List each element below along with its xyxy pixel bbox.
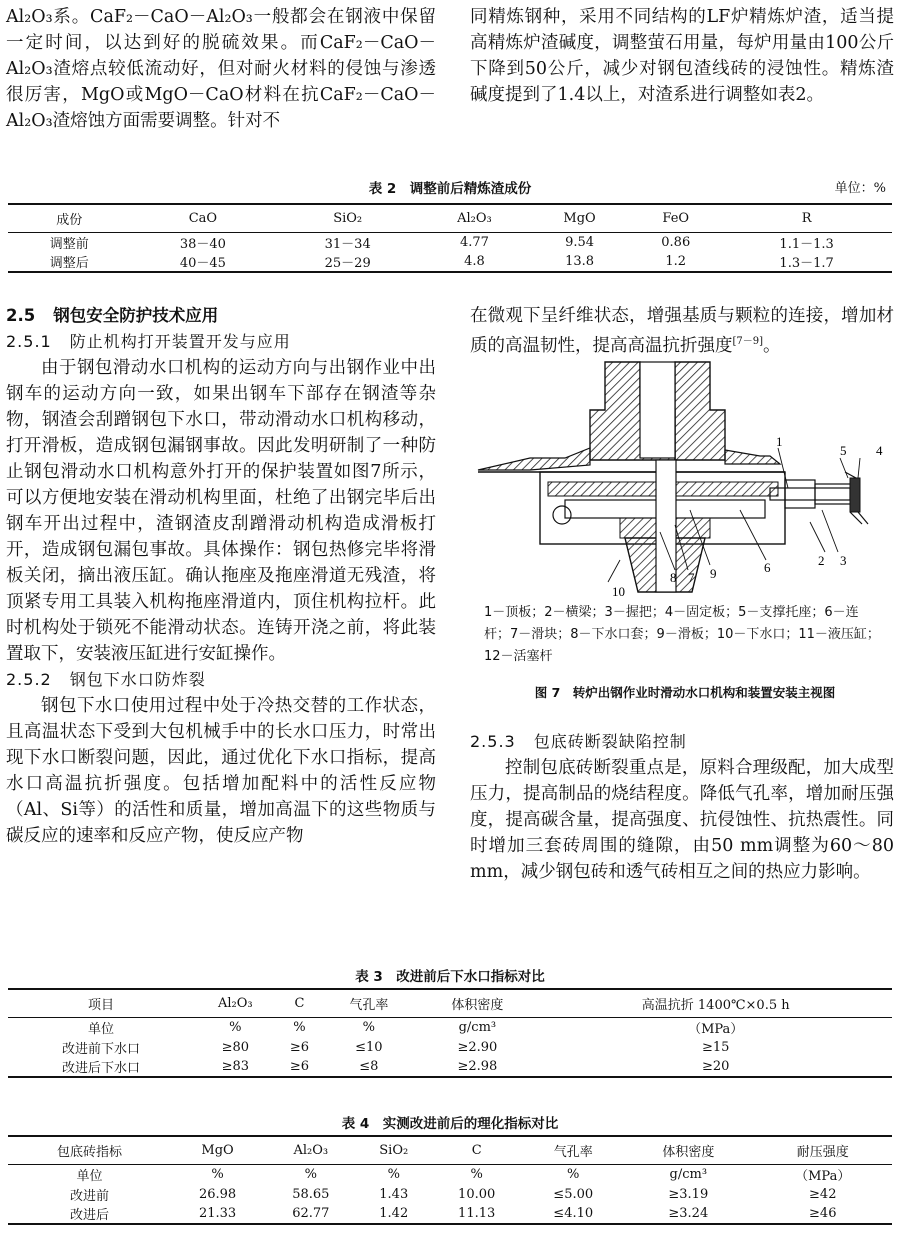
table-cell: 13.8 [529,252,630,272]
top-right-column [470,4,894,108]
table3-header: 气孔率 [322,989,415,1017]
table-cell: g/cm³ [669,1166,708,1182]
table-cell: g/cm³ [458,1019,497,1035]
table4-header: 包底砖指标 [8,1136,171,1164]
subsection-number: 2.5.2 [6,670,52,689]
callout-3: 3 [840,553,847,568]
table-row [8,1037,892,1057]
table-cell: % [293,1019,306,1035]
subsection-title: 防止机构打开装置开发与应用 [69,332,291,351]
subsection-heading [6,329,436,355]
table-row [8,1184,892,1204]
table4-caption: 表 4 实测改进前后的理化指标对比 [341,1116,559,1132]
table-cell: ≥3.24 [623,1204,753,1224]
table-row [8,1204,892,1224]
callout-1: 1 [776,434,783,449]
beam [785,480,815,508]
table-cell: % [567,1166,580,1182]
table2-header: R [721,204,892,232]
table-cell: ≤4.10 [523,1204,623,1224]
table-cell: （MPa） [688,1021,744,1037]
table3-header-row [8,989,892,1017]
table-cell: 调整后 [8,252,131,272]
body-paragraph [470,303,894,359]
table-cell: 38－40 [179,236,226,252]
right-column-bottom [470,729,894,885]
table-cell: 改进前下水口 [62,1041,141,1057]
body-paragraph: 控制包底砖断裂重点是，原料合理级配，加大成型压力，提高制品的烧结程度。降低气孔率，增加耐压强度，提高碳含量，提高强度、抗侵蚀性、抗热震性。同时增加三套砖周围的缝隙，由50 mm调整为60～80 mm，减少钢包砖和透气砖相互之间的热应力影响。 [470,758,894,882]
table-cell: ≤10 [355,1039,383,1055]
table-cell: ≥46 [754,1204,893,1224]
subsection-number: 2.5.3 [470,732,516,751]
table-cell: ≥6 [277,1057,323,1077]
table-row [8,1164,892,1184]
table4-header: 气孔率 [523,1136,623,1164]
subsection-title: 钢包下水口防炸裂 [69,670,206,689]
table-cell: 58.65 [292,1186,330,1202]
top-left-column [6,4,436,134]
table2-header: CaO [131,204,276,232]
table-cell: ≥42 [809,1186,837,1202]
figure7-legend: 1－顶板；2－横梁；3－握把；4－固定板；5－支撑托座；6－连杆；7－滑块；8－下水口套；9－滑板；10－下水口；11－液压缸；12－活塞杆 [484,605,880,664]
table4-header-row [8,1136,892,1164]
table-cell: % [229,1019,242,1035]
continued-text: 在微观下呈纤维状态，增强基质与颗粒的连接，增加材质的高温韧性，提高高温抗折强度 [470,306,894,356]
table-cell: 10.00 [458,1186,496,1202]
ladle-bottom-left [478,448,590,470]
section-number: 2.5 [6,306,36,325]
table2-header: SiO₂ [275,204,420,232]
table-cell: % [470,1166,483,1182]
subsection-title: 包底砖断裂缺陷控制 [533,732,687,751]
table-cell: 31－34 [324,236,371,252]
subsection-heading [470,729,894,755]
bolt-circle [553,506,571,524]
table-cell: ≥80 [221,1039,250,1055]
figure7-caption: 图 7 转炉出钢作业时滑动水口机构和装置安装主视图 [534,685,836,700]
table4-header: MgO [171,1136,264,1164]
table2-header: 成份 [8,204,131,232]
table-cell: 25－29 [275,252,420,272]
callout-6: 6 [764,560,771,575]
table3-header: 体积密度 [415,989,539,1017]
punctuation: 。 [763,335,781,356]
callout-9: 9 [710,566,717,581]
callout-8: 8 [670,570,677,585]
table2-header: FeO [630,204,721,232]
table2 [8,203,892,273]
body-paragraph: 钢包下水口使用过程中处于冷热交替的工作状态，且高温状态下受到大包机械手中的长水口压力，时常出现下水口断裂问题，因此，通过优化下水口指标，提高水口高温抗折强度。包括增加配料中的活性反应物（Al、Si等）的活性和质量，增加高温下的这些物质与碳反应的速率和反应产物，使反应产物 [6,696,436,846]
table-cell: % [387,1166,400,1182]
table-cell: 0.86 [661,234,691,250]
table-cell: ≥20 [539,1057,892,1077]
table-cell: 26.98 [198,1186,237,1202]
table4-header: SiO₂ [357,1136,430,1164]
callout-2: 2 [818,553,825,568]
citation: [7－9] [732,336,764,347]
table4-header: C [430,1136,523,1164]
table3-header: C [277,989,323,1017]
section-title: 钢包安全防护技术应用 [53,306,219,325]
table-cell: 改进后下水口 [8,1057,194,1077]
fixed-plate [850,478,860,512]
nozzle-bore [640,362,675,458]
table-cell: % [362,1019,376,1035]
table-cell: 40－45 [131,252,276,272]
right-column-top [470,303,894,359]
table-row [8,1017,892,1037]
table-row [8,1057,892,1077]
table-cell: 9.54 [565,234,595,250]
table-cell: 1.43 [379,1186,409,1202]
table-cell: ≥2.98 [415,1057,539,1077]
table-cell: 11.13 [430,1204,523,1224]
table-cell: % [211,1166,224,1182]
table2-header: MgO [529,204,630,232]
table4-header: 体积密度 [623,1136,753,1164]
table4-header: 耐压强度 [754,1136,893,1164]
subsection-number: 2.5.1 [6,332,52,351]
table3-caption: 表 3 改进前后下水口指标对比 [355,969,545,985]
table-cell: 4.8 [420,252,529,272]
table-cell: ≤5.00 [553,1186,594,1202]
table2-header-row [8,204,892,232]
table-cell: 调整前 [49,236,89,252]
section-heading [6,303,436,329]
table-cell: 21.33 [171,1204,264,1224]
upper-nozzle-block-right [675,362,725,460]
body-paragraph: 由于钢包滑动水口机构的运动方向与出钢作业中出钢车的运动方向一致，如果出钢车下部存在钢渣等杂物，钢渣会刮蹭钢包下水口，带动滑动水口机构移动，打开滑板，造成钢包漏钢事故。因此发明研制了一种防止钢包滑动水口机构意外打开的保护装置如图7所示，可以方便地安装在滑动机构里面，杜绝了出钢完毕后出钢车开出过程中，渣钢渣皮刮蹭滑动机构造成滑板打开，造成钢包漏包事故。具体操作：钢包热修完毕将滑板关闭，摘出液压缸。确认拖座及拖座滑道无残渣，将顶紧专用工具装入机构拖座滑道内，顶住机构拉杆。此时机构处于锁死不能滑动状态。连铸开浇之前，将此装置取下，安装液压缸进行安缸操作。 [6,358,436,664]
table4 [8,1135,892,1225]
table-cell: % [304,1166,318,1182]
top-right-paragraph: 同精炼钢种，采用不同结构的LF炉精炼炉渣，适当提高精炼炉渣碱度，调整萤石用量，每炉用量由100公斤下降到50公斤，减少对钢包渣线砖的浸蚀性。精炼渣碱度提到了1.4以上，对渣系进行调整如表2。 [470,7,894,105]
ladle-bottom-right [725,450,780,464]
table-cell: 4.77 [459,234,489,250]
callout-7: 7 [688,570,695,585]
table-cell: 改进前 [69,1188,109,1204]
figure7-drawing [470,360,900,600]
table4-header: Al₂O₃ [264,1136,357,1164]
table-cell: 改进后 [8,1204,171,1224]
table2-caption: 表 2 调整前后精炼渣成份 [368,181,532,197]
subsection-heading [6,667,436,693]
callout-5: 5 [840,443,847,458]
table-cell: 1.3－1.7 [721,252,892,272]
table-cell: 单位 [88,1021,115,1037]
table-cell: ≥15 [701,1039,730,1055]
table3-header: Al₂O₃ [194,989,277,1017]
table-row [8,252,892,272]
table-cell: ≥3.19 [668,1186,709,1202]
table-cell: 单位 [76,1168,103,1184]
top-left-paragraph: Al₂O₃系。CaF₂－CaO－Al₂O₃一般都会在钢液中保留一定时间，以达到好的脱硫效果。而CaF₂－CaO－Al₂O₃渣熔点较低流动好，但对耐火材料的侵蚀与渗透很厉害，MgO或MgO－CaO材料在抗CaF₂－CaO－Al₂O₃渣熔蚀方面需要调整。针对不 [6,7,436,131]
table-row [8,232,892,252]
table-cell: （MPa） [795,1168,851,1184]
table-cell: ≥83 [194,1057,277,1077]
table-cell: 1.42 [357,1204,430,1224]
callout-4: 4 [876,443,883,458]
handle [815,484,855,504]
table-cell: ≤8 [322,1057,415,1077]
callout-10: 10 [612,584,625,599]
table3-header: 高温抗折 1400℃×0.5 h [539,989,892,1017]
table-cell: 1.1－1.3 [779,236,834,252]
connecting-rod [770,488,850,500]
table-cell: 1.2 [630,252,721,272]
left-column [6,303,436,849]
table-cell: ≥6 [289,1039,310,1055]
table2-header: Al₂O₃ [420,204,529,232]
table3 [8,988,892,1078]
table2-unit: 单位：% [834,181,886,196]
table3-header: 项目 [8,989,194,1017]
table-cell: ≥2.90 [457,1039,498,1055]
table-cell: 62.77 [264,1204,357,1224]
